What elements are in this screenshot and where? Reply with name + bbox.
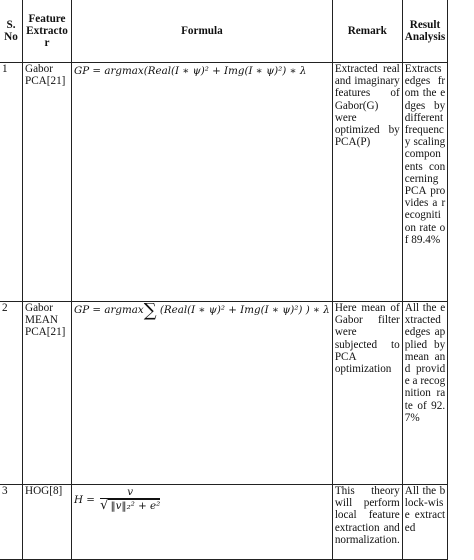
formula-body: (Real(I ∗ ψ)² + Img(I ∗ ψ)²) ∗ λ [143,65,307,77]
table-row [0,485,448,560]
header-remark: Remark [332,0,402,63]
feature-extractor-name: HOG[8] [23,485,72,560]
feature-extractor-name: Gabor PCA[21] [23,63,72,302]
row-number: 2 [0,302,23,485]
row-number: 3 [0,485,23,560]
remark-cell: Extracted real and imaginary features of Gabor(G) were optimized by PCA(P) [332,63,402,302]
formula-lhs: GP = argmax [74,304,144,316]
formula-lhs: GP = argmax [74,65,144,77]
row-number: 1 [0,63,23,302]
result-cell: Extracts edges from the edges by different frequency scaling components concerning PCA provides a recognition rate of 89.4% [402,63,447,302]
fraction-denominator: √ ‖v‖₂² + e² [100,498,161,513]
formula-cell [72,302,333,485]
feature-extractor-name: Gabor MEAN PCA[21] [23,302,72,485]
header-feature-extractor: Feature Extracto r [23,0,72,63]
result-cell: All the block-wise extracted [402,485,447,560]
summation-symbol: ∑ [143,301,157,321]
sqrt-symbol: √ [100,498,109,513]
header-row [0,0,448,63]
header-sno: S. No [0,0,23,63]
fraction-numerator: v [100,487,160,499]
table-row [0,302,448,485]
formula-cell [72,485,333,560]
table-row [0,63,448,302]
formula-cell [72,63,333,302]
header-result-analysis: Result Analysis [402,0,447,63]
remark-cell: Here mean of Gabor filter were subjected to PCA optimization [332,302,402,485]
remark-cell: This theory will perform local feature extraction and normalization. [332,485,402,560]
formula-fraction [100,487,160,513]
header-formula: Formula [72,0,333,63]
formula-lhs: H = [74,494,95,506]
formula-body: (Real(I ∗ ψ)² + Img(I ∗ ψ)²) ) ∗ λ [159,304,330,316]
result-cell: All the extracted edges applied by mean and provide a recognition rate of 92.7% [402,302,447,485]
